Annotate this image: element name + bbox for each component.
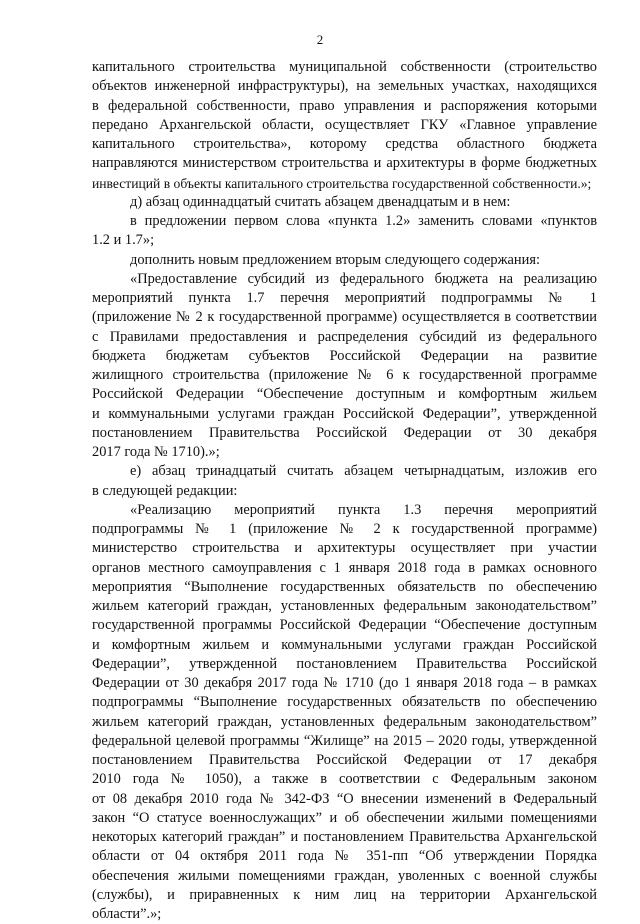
text-line: постановлением Правительства Российской Федерации от 30 декабря <box>92 424 597 441</box>
text-line: области от 04 октября 2011 года № 351-пп “Об утверждении Порядка <box>92 848 597 865</box>
text-line: с Правилами предоставления и распределения субсидий из федерального <box>92 328 597 345</box>
text-line: области”.»; <box>92 906 162 922</box>
text-line: и коммунальными услугами граждан Российской Федерации”, утвержденной <box>92 405 597 422</box>
text-line: «Реализацию мероприятий пункта 1.3 перечня мероприятий <box>130 501 597 518</box>
text-line: направляются министерством строительства и архитектуры в форме бюджетных <box>92 155 597 172</box>
text-line: в предложении первом слова «пункта 1.2» заменить словами «пунктов <box>130 213 597 229</box>
text-line: 2017 года № 1710).»; <box>92 444 220 460</box>
text-line: капитального строительства», которому средства областного бюджета <box>92 136 597 152</box>
text-line: жильем категорий граждан, установленных федеральным законодательством” <box>92 713 597 730</box>
text-line: инвестиций в объекты капитального строительства государственной собственности.»; <box>92 175 592 191</box>
document-body <box>92 58 597 924</box>
text-line: Федерации”, утвержденной постановлением Правительства Российской <box>92 655 597 672</box>
text-line: бюджета бюджетам субъектов Российской Федерации на развитие <box>92 347 597 364</box>
text-line: и комфортным жильем и коммунальными услугами граждан Российской <box>92 636 597 653</box>
text-line: мероприятий пункта 1.7 перечня мероприятий подпрограммы № 1 <box>92 290 597 306</box>
text-line: обеспечения жилыми помещениями граждан, уволенных с военной службы <box>92 867 597 884</box>
text-line: 1.2 и 1.7»; <box>92 232 155 249</box>
text-line: объектов инженерной инфраструктуры), на земельных участках, находящихся <box>92 78 597 95</box>
text-line: (службы), и приравненных к ним лиц на территории Архангельской <box>92 886 597 903</box>
text-line: подпрограммы № 1 (приложение № 2 к государственной программе) <box>92 521 597 537</box>
text-line: федеральной целевой программы “Жилище” на 2015 – 2020 годы, утвержденной <box>92 732 597 749</box>
text-line: в следующей редакции: <box>92 482 238 499</box>
text-line: 2010 года № 1050), а также в соответствии с Федеральным законом <box>92 771 597 788</box>
text-line: в федеральной собственности, право управления и распоряжения которыми <box>92 97 597 114</box>
page-number: 2 <box>316 32 324 47</box>
text-line: д) абзац одиннадцатый считать абзацем двенадцатым и в нем: <box>130 193 511 210</box>
text-line: (приложение № 2 к государственной программе) осуществляется в соответствии <box>92 309 597 326</box>
text-line: органов местного самоуправления с 1 января 2018 года в рамках основного <box>92 559 597 576</box>
text-line: от 08 декабря 2010 года № 342-ФЗ “О внесении изменений в Федеральный <box>92 790 597 807</box>
text-line: министерство строительства и архитектуры осуществляет при участии <box>92 540 597 557</box>
text-line: государственной программы Российской Федерации “Обеспечение доступным <box>92 617 597 634</box>
text-line: мероприятия “Выполнение государственных обязательств по обеспечению <box>92 578 597 595</box>
text-line: некоторых категорий граждан” и постановлением Правительства Архангельской <box>92 829 597 845</box>
text-line: жильем категорий граждан, установленных федеральным законодательством” <box>92 598 597 614</box>
text-line: «Предоставление субсидий из федерального бюджета на реализацию <box>130 270 597 287</box>
text-line: е) абзац тринадцатый считать абзацем четырнадцатым, изложив его <box>130 463 597 480</box>
text-line: жилищного строительства (приложение № 6 к государственной программе <box>92 367 597 383</box>
text-line: дополнить новым предложением вторым следующего содержания: <box>130 251 540 268</box>
text-line: капитального строительства муниципальной собственности (строительство <box>92 59 597 75</box>
text-line: передано Архангельской области, осуществляет ГКУ «Главное управление <box>92 116 597 133</box>
text-line: закон “О статусе военнослужащих” и об обеспечении жилыми помещениями <box>92 809 597 826</box>
text-line: Российской Федерации “Обеспечение доступным и комфортным жильем <box>92 386 597 403</box>
text-line: постановлением Правительства Российской Федерации от 17 декабря <box>92 752 597 768</box>
text-line: подпрограммы “Выполнение государственных обязательств по обеспечению <box>92 694 597 711</box>
text-line: Федерации от 30 декабря 2017 года № 1710 (до 1 января 2018 года – в рамках <box>92 675 597 691</box>
